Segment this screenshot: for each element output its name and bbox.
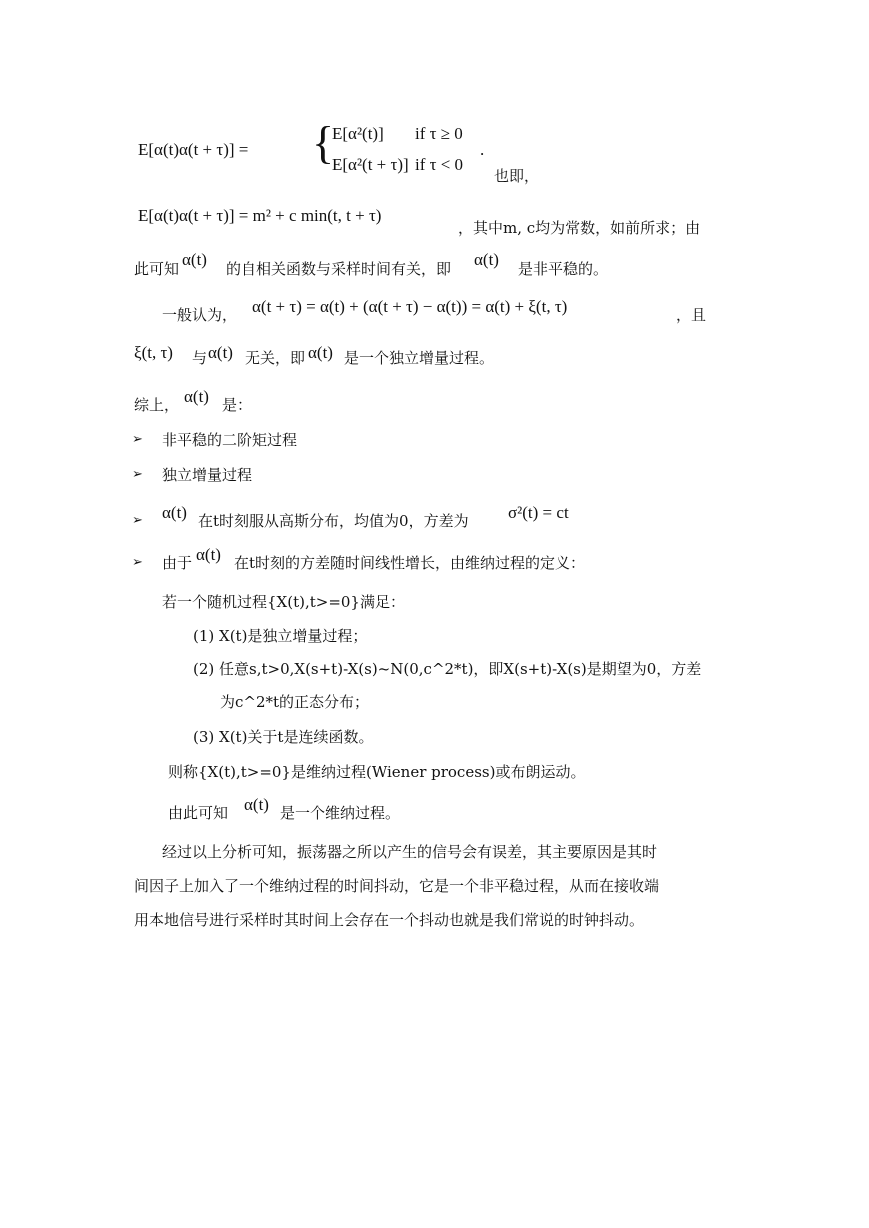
text: 是一个维纳过程。 — [280, 804, 401, 822]
alpha-symbol: α(t) — [184, 387, 209, 406]
bullet-arrow-icon: ➢ — [132, 432, 143, 447]
definition-item-2-cont: 为c^2*t的正态分布； — [220, 693, 370, 711]
bullet-item: 由于 — [162, 554, 193, 572]
definition-item-1: (1) X(t)是独立增量过程； — [193, 627, 368, 645]
formula-brace: { — [312, 117, 335, 168]
alpha-symbol: α(t) — [308, 343, 333, 362]
case1-expr: E[α²(t)] — [332, 124, 384, 143]
formula-period: . — [480, 140, 485, 159]
text: 无关，即 — [245, 349, 306, 367]
definition-item-3: (3) X(t)关于t是连续函数。 — [193, 728, 374, 746]
bullet-item: 独立增量过程 — [162, 466, 253, 484]
alpha-symbol: α(t) — [196, 545, 221, 564]
definition-item-2: (2) 任意s,t>0,X(s+t)-X(s)~N(0,c^2*t)，即X(s+t)-X(s)是期望为0，方差 — [193, 660, 702, 678]
definition-intro: 若一个随机过程{X(t),t>=0}满足： — [162, 593, 405, 611]
case1-cond: if τ ≥ 0 — [415, 124, 463, 143]
alpha-symbol: α(t) — [244, 795, 269, 814]
summary-line-1: 经过以上分析可知，振荡器之所以产生的信号会有误差，其主要原因是其时 — [162, 843, 658, 861]
text: 的自相关函数与采样时间有关，即 — [226, 260, 452, 278]
text: ，且 — [676, 306, 707, 324]
text: 是： — [222, 396, 253, 414]
bullet-item: 在t时刻服从高斯分布，均值为0，方差为 — [198, 512, 469, 530]
text-that-is: 也即， — [494, 167, 540, 185]
text: 由此可知 — [168, 804, 229, 822]
bullet-arrow-icon: ➢ — [132, 555, 143, 570]
text: 与 — [192, 349, 208, 367]
summary-line-3: 用本地信号进行采样时其时间上会存在一个抖动也就是我们常说的时钟抖动。 — [134, 911, 645, 929]
bullet-item: 在t时刻的方差随时间线性增长，由维纳过程的定义： — [234, 554, 586, 572]
formula-autocorrelation: E[α(t)α(t + τ)] = m² + c min(t, t + τ) — [138, 206, 382, 225]
text: 是非平稳的。 — [518, 260, 609, 278]
definition-conclusion: 则称{X(t),t>=0}是维纳过程(Wiener process)或布朗运动。 — [168, 763, 586, 781]
text: 综上， — [134, 396, 180, 414]
formula-increment: α(t + τ) = α(t) + (α(t + τ) − α(t)) = α(t) + ξ(t, τ) — [252, 297, 568, 316]
text-line-2: ，其中m, c均为常数，如前所求；由 — [458, 219, 701, 237]
text: 此可知 — [134, 260, 180, 278]
bullet-item: 非平稳的二阶矩过程 — [162, 431, 298, 449]
bullet-arrow-icon: ➢ — [132, 467, 143, 482]
formula-lhs: E[α(t)α(t + τ)] = — [138, 140, 249, 159]
case2-expr: E[α²(t + τ)] — [332, 155, 409, 174]
xi-symbol: ξ(t, τ) — [134, 343, 173, 362]
formula-variance: σ²(t) = ct — [508, 503, 569, 522]
alpha-symbol: α(t) — [182, 250, 207, 269]
case2-cond: if τ < 0 — [415, 155, 464, 174]
alpha-symbol: α(t) — [208, 343, 233, 362]
alpha-symbol: α(t) — [474, 250, 499, 269]
text: 是一个独立增量过程。 — [344, 349, 495, 367]
bullet-arrow-icon: ➢ — [132, 513, 143, 528]
summary-line-2: 间因子上加入了一个维纳过程的时间抖动，它是一个非平稳过程，从而在接收端 — [134, 877, 660, 895]
alpha-symbol: α(t) — [162, 503, 187, 522]
text: 一般认为， — [162, 306, 238, 324]
